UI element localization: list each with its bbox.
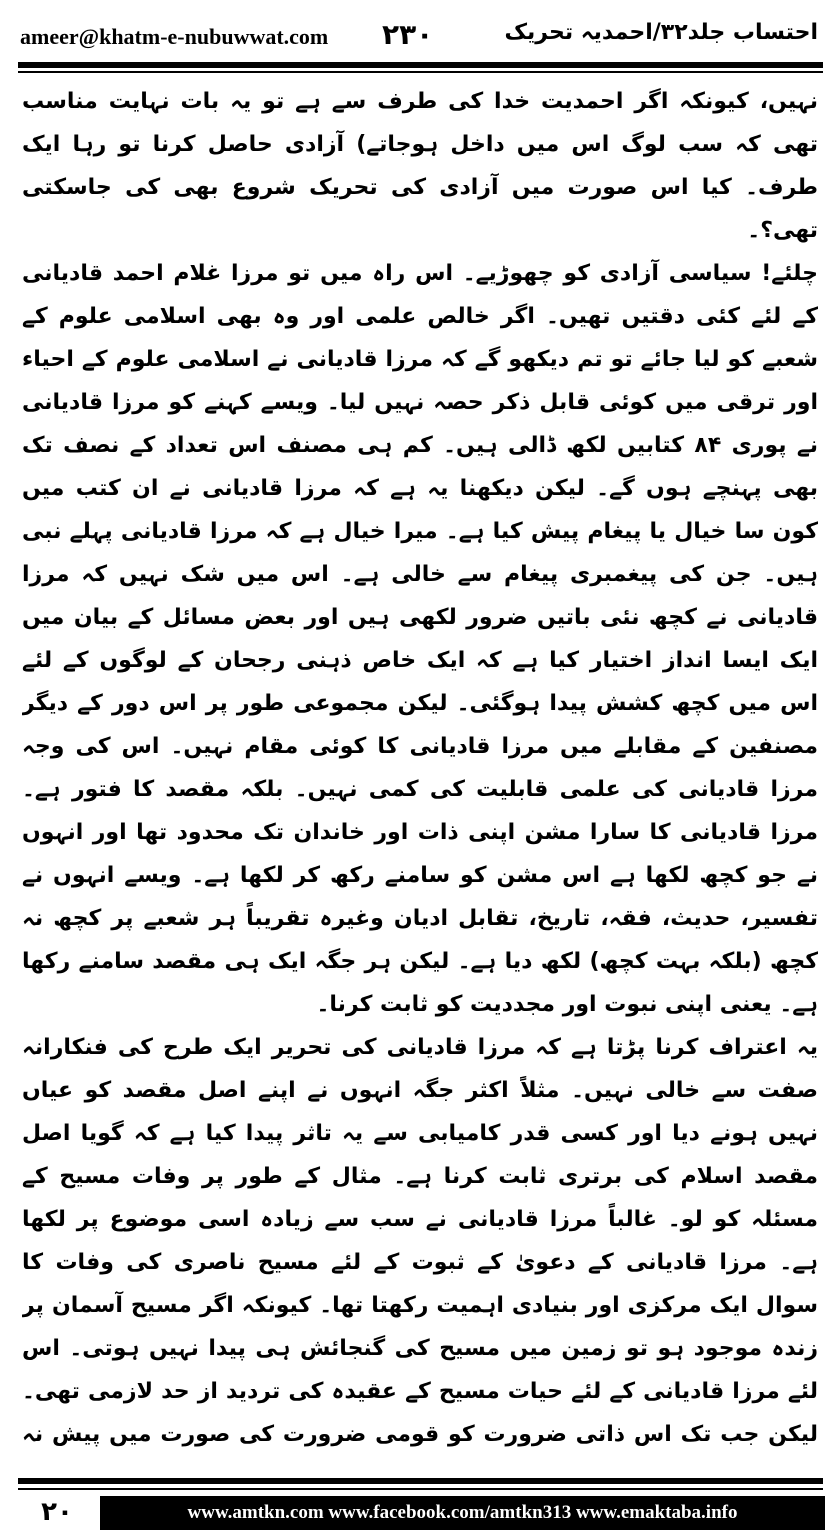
footer-links: www.amtkn.com www.facebook.com/amtkn313 www.emaktaba.info: [100, 1496, 825, 1530]
paragraph-3: یہ اعتراف کرنا پڑتا ہے کہ مرزا قادیانی کی تحریر ایک طرح کی فنکارانہ صفت سے خالی نہیں۔ مثلاً اکثر جگہ انہوں نے اپنے اصل مقصد کو عیاں نہیں ہونے دیا اور کسی قدر کامیابی سے یہ تاثر پیدا کیا ہے کہ گویا اصل مقصد اسلام کی برتری ثابت کرنا ہے۔ مثال کے طور پر وفات مسیح کے مسئلہ کو لو۔ غالباً مرزا قادیانی نے سب سے زیادہ اسی موضوع پر لکھا ہے۔ مرزا قادیانی کے دعویٰ کے ثبوت کے لئے مسیح ناصری کی وفات کا سوال ایک مرکزی اور بنیادی اہمیت رکھتا تھا۔ کیونکہ اگر مسیح آسمان پر زندہ موجود ہو تو زمین میں مسیح کی گنجائش ہی پیدا نہیں ہوتی۔ اس لئے مرزا قادیانی کے لئے حیات مسیح کے عقیدہ کی تردید از حد لازمی تھی۔ لیکن جب تک اس ذاتی ضرورت کو قومی ضرورت کی صورت میں پیش نہ: [22, 1035, 818, 1447]
page-footer: [0, 1478, 840, 1540]
paragraph-1: نہیں، کیونکہ اگر احمدیت خدا کی طرف سے ہے تو یہ بات نہایت مناسب تھی کہ سب لوگ اس میں داخل ہوجاتے) آزادی حاصل کرنا تو رہا ایک طرف۔ کیا اس صورت میں آزادی کی تحریک شروع بھی کی جاسکتی تھی؟۔: [22, 89, 818, 243]
header-rule-thin: [18, 71, 823, 73]
header-page-number: ۲۳۰: [382, 18, 434, 51]
footer-page-number: ۲۰: [41, 1497, 73, 1527]
footer-rule-thin: [18, 1488, 823, 1490]
header-rule-thick: [18, 62, 823, 68]
paragraph-2: چلئے! سیاسی آزادی کو چھوڑیے۔ اس راہ میں تو مرزا غلام احمد قادیانی کے لئے کئی دقتیں تھیں۔ اگر خالص علمی اور وہ بھی اسلامی علوم کے شعبے کو لیا جائے تو تم دیکھو گے کہ مرزا قادیانی نے اسلامی علوم کے احیاء اور ترقی میں کوئی قابل ذکر حصہ نہیں لیا۔ ویسے کہنے کو مرزا قادیانی نے پوری ۸۴ کتابیں لکھ ڈالی ہیں۔ کم ہی مصنف اس تعداد کے نصف تک بھی پہنچے ہوں گے۔ لیکن دیکھنا یہ ہے کہ مرزا قادیانی نے ان کتب میں کون سا خیال یا پیغام پیش کیا ہے۔ میرا خیال ہے کہ مرزا قادیانی پہلے نبی ہیں۔ جن کی پیغمبری پیغام سے خالی ہے۔ اس میں شک نہیں کہ مرزا قادیانی نے کچھ نئی باتیں ضرور لکھی ہیں اور بعض مسائل کے بیان میں ایک ایسا انداز اختیار کیا ہے کہ ایک خاص ذہنی رجحان کے لوگوں کے لئے اس میں کچھ کشش پیدا ہوگئی۔ لیکن مجموعی طور پر اس دور کے دیگر مصنفین کے مقابلے میں مرزا قادیانی کا کوئی مقام نہیں۔ اس کی وجہ مرزا قادیانی کی علمی قابلیت کی کمی نہیں۔ بلکہ مقصد کا فتور ہے۔ مرزا قادیانی کا سارا مشن اپنی ذات اور خاندان تک محدود تھا اور انہوں نے جو کچھ لکھا ہے اس مشن کو سامنے رکھ کر لکھا ہے۔ ویسے انہوں نے تفسیر، حدیث، فقہ، تاریخ، تقابل ادیان وغیرہ تقریباً ہر شعبے پر کچھ نہ کچھ (بلکہ بہت کچھ) لکھ دیا ہے۔ لیکن ہر جگہ ایک ہی مقصد سامنے رکھا ہے۔ یعنی اپنی نبوت اور مجددیت کو ثابت کرنا۔: [22, 261, 818, 1017]
header-email: ameer@khatm-e-nubuwwat.com: [20, 24, 329, 49]
running-title: احتساب جلد۳۲/احمدیہ تحریک: [504, 20, 818, 45]
footer-rule-thick: [18, 1478, 823, 1484]
page-header: [0, 0, 840, 70]
body-text: [22, 80, 818, 1460]
